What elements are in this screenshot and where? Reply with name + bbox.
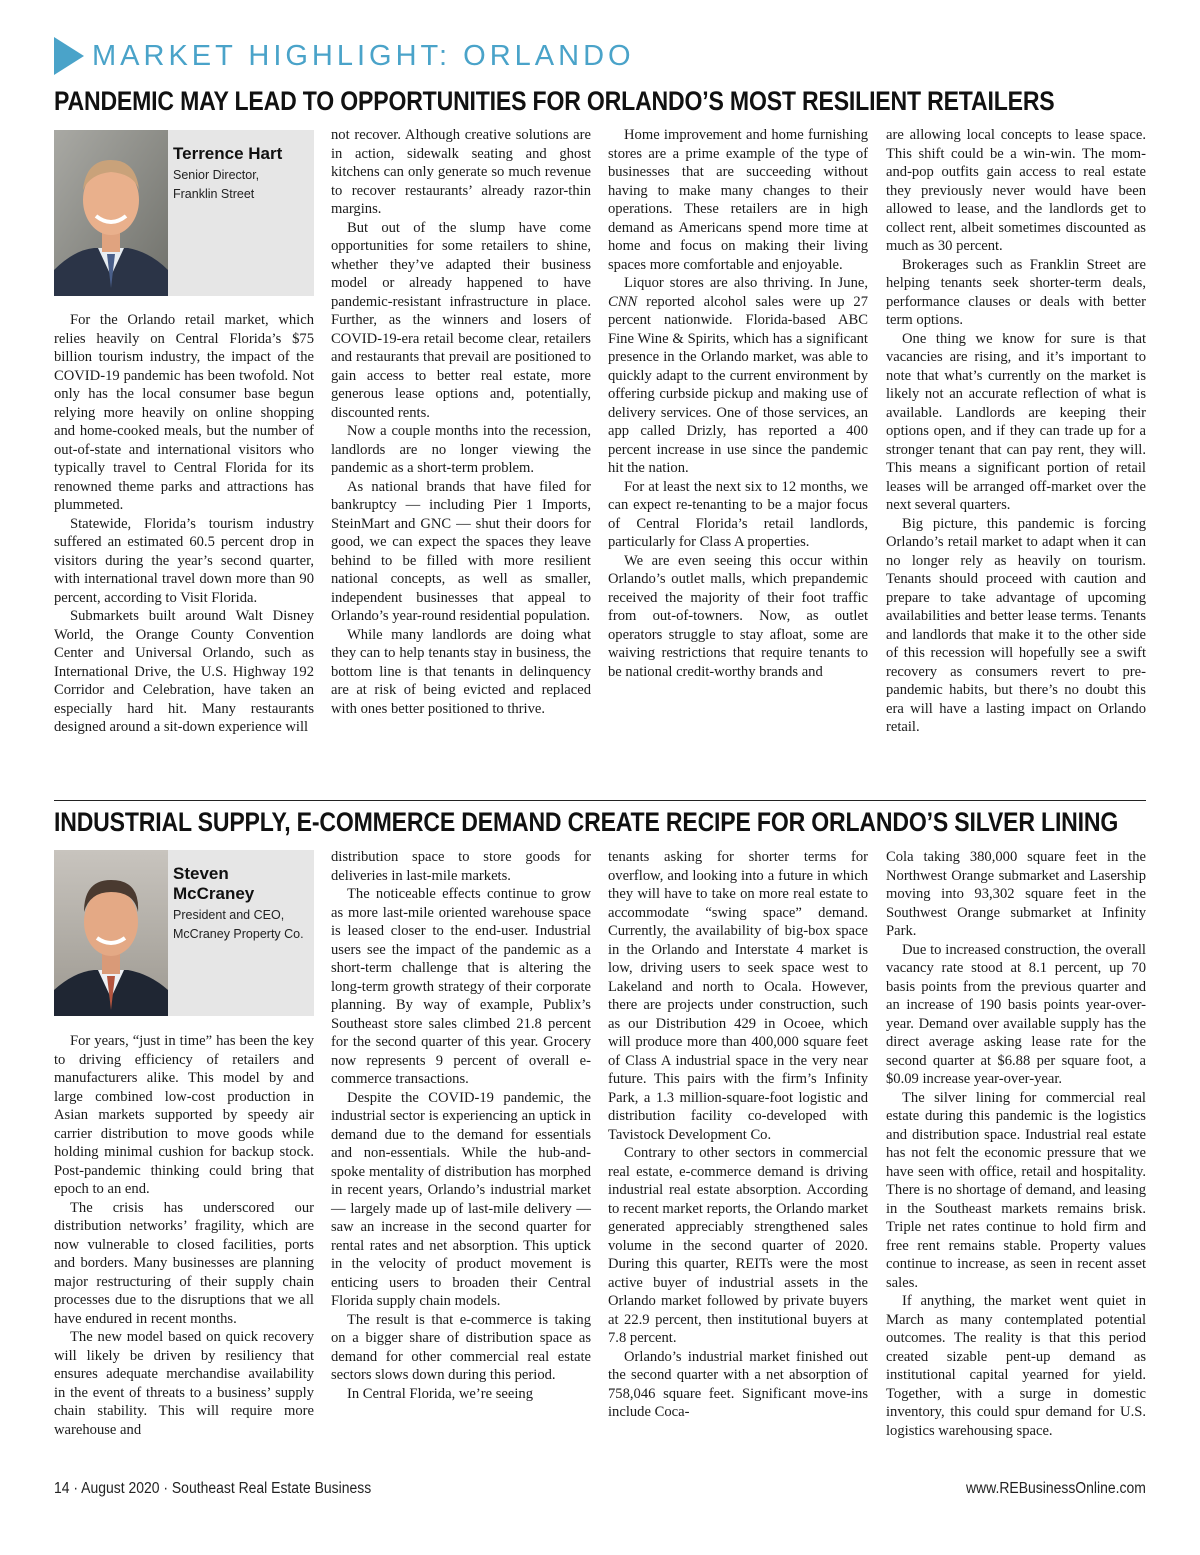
paragraph: For at least the next six to 12 months, we can expect re-tenanting to be a major focus of Central Florida’s retail landlords, particularly for Class A properties. [608, 478, 868, 550]
author-name: Terrence Hart [173, 144, 283, 163]
author-last-name: McCraney [173, 884, 255, 903]
paragraph: not recover. Although creative solutions are in action, sidewalk seating and ghost kitchens can only generate so much revenue to recover restaurants’ already razor-thin margins. [331, 127, 591, 217]
paragraph: The noticeable effects continue to grow as more last-mile oriented warehouse space is leased closer to the end-user. Industrial users see the impact of the pandemic as a short-term challenge that is altering the long-term growth strategy of their corporate planning. By way of example, Publix’s Southeast store sales climbed 21.8 percent for the second quarter of this year. Grocery now represents 9 percent of overall e-commerce transactions. [331, 886, 591, 1087]
author-title [173, 906, 304, 943]
paragraph: are allowing local concepts to lease space. This shift could be a win-win. The mom-and-pop outfits gain access to real estate they previously never would have been allowed to lease, and the landlords get to collect rent, albeit sometimes discounted as much as 30 percent. [886, 127, 1146, 254]
author-title-line: Senior Director, [173, 168, 260, 182]
section-kicker [54, 36, 635, 76]
paragraph: Cola taking 380,000 square feet in the Northwest Orange submarket and Lasership moving into 93,302 square feet in the Southwest Orange submarket at Infinity Park. [886, 849, 1146, 939]
paragraph: Submarkets built around Walt Disney World, the Orange County Convention Center and Universal Orlando, such as International Drive, the U.S. Highway 192 Corridor and Celebration, have taken an especially hard hit. Many restaurants designed around a sit-down experience will [54, 608, 314, 735]
kicker-label: MARKET HIGHLIGHT: ORLANDO [92, 39, 635, 72]
folio: 14 · August 2020 · Southeast Real Estate Business [54, 1480, 372, 1497]
article1-column-3 [608, 126, 868, 681]
paragraph: For the Orlando retail market, which relies heavily on Central Florida’s $75 billion tourism industry, the impact of the COVID-19 pandemic has been twofold. Not only has the local consumer base begun relying more heavily on online shopping and home-cooked meals, but the number of out-of-state and international visitors who typically travel to Central Florida for its renowned theme parks and attractions has plummeted. [54, 312, 314, 513]
paragraph: The crisis has underscored our distribution networks’ fragility, which are now vulnerable to closed facilities, ports and borders. Many businesses are planning major restructuring of their supply chain processes due to the disruptions that we all have endured in recent months. [54, 1199, 314, 1327]
author-first-name: Steven [173, 864, 229, 883]
author-name [173, 864, 304, 904]
paragraph: Big picture, this pandemic is forcing Orlando’s retail market to adapt when it can no longer rely as heavily on tourism. Tenants should proceed with caution and prepare to take advantage of upcoming availabilities and better lease terms. Tenants and landlords that make it to the other side of this recession will hopefully see a swift recovery as consumers revert to pre-pandemic habits, but there’s no doubt this era will have a lasting impact on Orlando retail. [886, 515, 1146, 735]
paragraph: The new model based on quick recovery will likely be driven by resiliency that ensures adequate merchandise availability in the event of threats to a business’ supply chain stability. This will require more warehouse and [54, 1329, 314, 1438]
text-run: reported alcohol sales were up 27 percent nationwide. Florida-based ABC Fine Wine & Spirits, which has a significant presence in the Orlando market, was able to quickly adapt to the current environment by offering curbside pickup and making use of delivery services. One of those services, an app called Drizly, has reported a 400 percent increase in use since the pandemic hit the nation. [608, 293, 868, 476]
author-photo [54, 850, 168, 1016]
paragraph: distribution space to store goods for deliveries in last-mile markets. [331, 849, 591, 884]
paragraph: For years, “just in time” has been the key to driving efficiency of retailers and manufacturers alike. This model by and large combined low-cost production in Asian markets supported by speedy air carrier distribution to move goods while holding minimal cushion for backup stock. Post-pandemic thinking could bring that epoch to an end. [54, 1033, 314, 1197]
play-arrow-icon [54, 37, 84, 75]
paragraph: As national brands that have filed for bankruptcy — including Pier 1 Imports, SteinMart and GNC — shut their doors for good, we can expect the spaces they leave behind to be filled with more resilient national concepts, as well as smaller, independent businesses that appeal to Orlando’s year-round residential population. [331, 478, 591, 624]
article1-headline: PANDEMIC MAY LEAD TO OPPORTUNITIES FOR ORLANDO’S MOST RESILIENT RETAILERS [54, 86, 1055, 116]
paragraph: But out of the slump have come opportunities for some retailers to shine, whether they’ve adapted their business model or already happened to have pandemic-resistant infrastructure in place. Further, as the winners and losers of COVID-19-era retail become clear, retailers and restaurants that prevail are positioned to gain access to better real estate, more generous lease options and, potentially, discounted rents. [331, 219, 591, 421]
paragraph: One thing we know for sure is that vacancies are rising, and it’s important to note that what’s currently on the market is likely not an accurate reflection of what is available. Landlords are keeping their options open, and if they can trade up for a stronger tenant that can pay rent, they will. This means a significant portion of retail leases will be arranged off-market over the next several quarters. [886, 330, 1146, 513]
paragraph: Orlando’s industrial market finished out the second quarter with a net absorption of 758,046 square feet. Significant move-ins include Coca- [608, 1348, 868, 1420]
paragraph: Now a couple months into the recession, landlords are no longer viewing the pandemic as a short-term problem. [331, 423, 591, 476]
section-divider [54, 800, 1146, 801]
author-box-terrence-hart [54, 130, 314, 296]
author-company: Franklin Street [173, 186, 255, 201]
paragraph: Statewide, Florida’s tourism industry suffered an estimated 60.5 percent drop in visitors during the year’s second quarter, with international travel down more than 90 percent, according to Visit Florida. [54, 515, 314, 606]
author-title [173, 166, 282, 203]
author-title-line: President and CEO, [173, 908, 285, 922]
publication-name: CNN [608, 293, 638, 310]
paragraph: The result is that e-commerce is taking on a bigger share of distribution space as demand for other commercial real estate sectors slows down during this period. [331, 1311, 591, 1383]
paragraph: The silver lining for commercial real estate during this pandemic is the logistics and distribution space. Industrial real estate has not felt the economic pressure that we have seen with office, retail and hospitality. There is no shortage of demand, and leasing in the Southeast markets remains brisk. Triple net rates continue to hold firm and free rent remains stable. Property values continue to increase, as seen in recent asset sales. [886, 1089, 1146, 1291]
website-url: www.REBusinessOnline.com [966, 1480, 1146, 1497]
paragraph: Due to increased construction, the overall vacancy rate stood at 8.1 percent, up 70 basis points from the previous quarter and an increase of 190 basis points year-over-year. Demand over available supply has the direct average asking lease rate for the second quarter at $6.88 per square foot, a $0.09 increase year-over-year. [886, 941, 1146, 1087]
paragraph: Despite the COVID-19 pandemic, the industrial sector is experiencing an uptick in demand due to the demand for essentials and non-essentials. While the hub-and-spoke mentality of distribution has morphed in recent years, Orlando’s industrial market — largely made up of last-mile delivery — saw an increase in the second quarter for rental rates and net absorption. This uptick in the velocity of product movement is enticing users to broaden their Central Florida supply chain models. [331, 1089, 591, 1309]
paragraph: While many landlords are doing what they can to help tenants stay in business, the bottom line is that tenants in delinquency are at risk of being evicted and replaced with ones better positioned to thrive. [331, 626, 591, 717]
article2-column-4 [886, 848, 1146, 1440]
paragraph: If anything, the market went quiet in March as many contemplated potential outcomes. The reality is that this period created sizable pent-up demand as institutional capital yearned for yield. Together, with a surge in domestic inventory, this could spur demand for U.S. logistics warehousing space. [886, 1293, 1146, 1439]
page-footer [54, 1480, 1146, 1498]
author-box-steven-mccraney [54, 850, 314, 1016]
article2-column-3 [608, 848, 868, 1422]
paragraph [608, 274, 868, 478]
paragraph: tenants asking for shorter terms for overflow, and looking into a future in which they will have to take on more real estate to accommodate “swing space” demand. Currently, the availability of big-box space in the Orlando and Interstate 4 market is low, driving users to seek space west to Lakeland and north to Ocala. However, there are projects under construction, such as our Distribution 429 in Ocoee, which will produce more than 400,000 square feet of Class A industrial space in the very near future. This pairs with the firm’s Infinity Park, a 1.3 million-square-foot logistic and distribution facility co-developed with Tavistock Development Co. [608, 849, 868, 1143]
article1-column-4 [886, 126, 1146, 737]
author-company: McCraney Property Co. [173, 926, 304, 941]
author-photo [54, 130, 168, 296]
paragraph: Home improvement and home furnishing stores are a prime example of the type of businesses that are succeeding without having to make many changes to their operations. These retailers are in high demand as Americans spend more time at home and focus on making their living spaces more comfortable and enjoyable. [608, 127, 868, 273]
paragraph: Brokerages such as Franklin Street are helping tenants seek shorter-term deals, performance clauses or deals with better term options. [886, 256, 1146, 328]
article2-column-2 [331, 848, 591, 1403]
article2-headline: INDUSTRIAL SUPPLY, E-COMMERCE DEMAND CREATE RECIPE FOR ORLANDO’S SILVER LINING [54, 807, 1119, 837]
article1-column-2 [331, 126, 591, 718]
paragraph: Contrary to other sectors in commercial real estate, e-commerce demand is driving industrial real estate absorption. According to recent market reports, the Orlando market generated appreciably strengthened sales volume in the second quarter of 2020. During this quarter, REITs were the most active buyer of industrial assets in the Orlando market followed by private buyers at 22.9 percent, then institutional buyers at 7.8 percent. [608, 1145, 868, 1346]
article1-column-1 [54, 311, 314, 737]
article2-column-1 [54, 1032, 314, 1439]
paragraph: In Central Florida, we’re seeing [347, 1385, 534, 1402]
paragraph: We are even seeing this occur within Orlando’s outlet malls, which prepandemic received the majority of their foot traffic from out-of-towners. Now, as outlet operators struggle to stay afloat, some are waiving restrictions that require tenants to be national credit-worthy brands and [608, 552, 868, 680]
text-run: Liquor stores are also thriving. In June, [624, 275, 868, 291]
